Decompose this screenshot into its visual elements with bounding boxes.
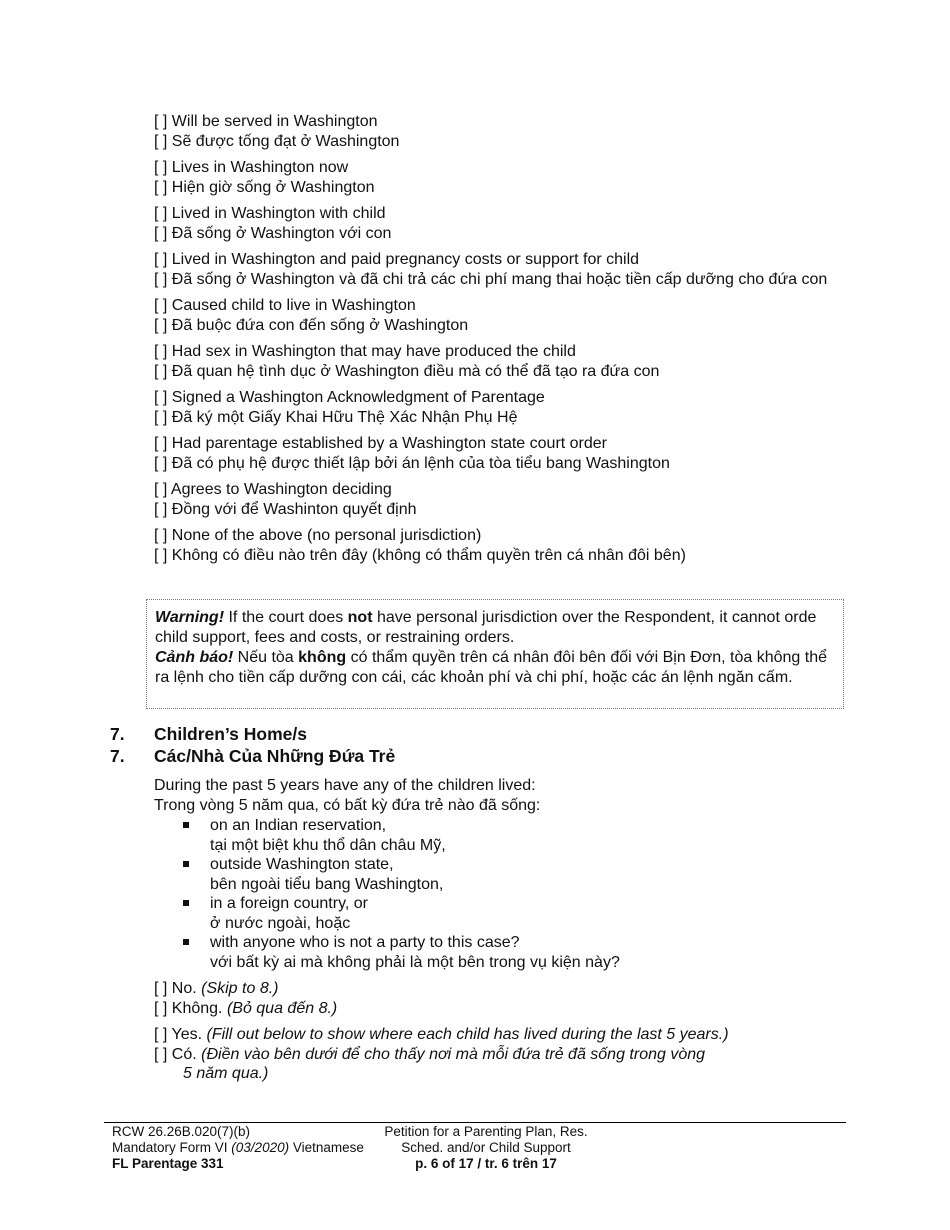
check-label-vi: [ ] Đã có phụ hệ được thiết lập bởi án lệnh của tòa tiểu bang Washington (154, 454, 670, 472)
check-label-en: [ ] Had parentage established by a Washington state court order (154, 435, 608, 452)
check-label-en: [ ] None of the above (no personal jurisdiction) (154, 527, 482, 544)
list-item: with anyone who is not a party to this case? với bất kỳ ai mà không phải là một bên trong vụ kiện này? (180, 933, 620, 972)
check-label-vi: [ ] Hiện giờ sống ở Washington (154, 178, 375, 196)
check-item-agrees[interactable] (154, 480, 854, 519)
section-title-en: 7. Children’s Home/s (110, 724, 307, 744)
jurisdiction-checklist (154, 112, 854, 572)
check-label-vi: [ ] Đã ký một Giấy Khai Hữu Thệ Xác Nhận Phụ Hệ (154, 408, 518, 426)
answer-no[interactable]: [ ] No. (Skip to 8.) [ ] Không. (Bỏ qua đến 8.) (154, 980, 338, 1017)
list-item: outside Washington state, bên ngoài tiểu bang Washington, (180, 855, 620, 894)
section-title-vi: 7. Các/Nhà Của Những Đứa Trẻ (110, 746, 396, 766)
check-item-lives-now[interactable] (154, 158, 854, 197)
check-label-vi: [ ] Sẽ được tống đạt ở Washington (154, 132, 400, 150)
check-item-none[interactable] (154, 526, 854, 565)
answer-yes[interactable]: [ ] Yes. (Fill out below to show where each child has lived during the last 5 years.) [ ] Có. (Điền vào bên dưới để cho thấy nơi mà mỗi đứa trẻ đã sống trong vòng 5 năm qua.) (154, 1026, 729, 1082)
check-label-vi: [ ] Đã quan hệ tình dục ở Washington điều mà có thể đã tạo ra đứa con (154, 362, 660, 380)
bullet-icon (183, 861, 189, 867)
check-label-en: [ ] Signed a Washington Acknowledgment of Parentage (154, 389, 545, 406)
page-number: p. 6 of 17 / tr. 6 trên 17 (415, 1156, 557, 1171)
check-item-served[interactable] (154, 112, 854, 151)
warning-label-vi: Cảnh báo! (155, 649, 234, 666)
warning-vi: Cảnh báo! Nếu tòa không có thẩm quyền trên cá nhân đôi bên đối với Bịn Đơn, tòa không thể ra lệnh cho tiền cấp dưỡng con cái, các khoản phí và chi phí, hoặc các án lệnh ngăn cấm. (155, 649, 827, 686)
section-intro: During the past 5 years have any of the children lived: Trong vòng 5 năm qua, có bất kỳ đứa trẻ nào đã sống: (154, 777, 541, 814)
check-item-acknowledgment[interactable] (154, 388, 854, 427)
check-label-en: [ ] Lived in Washington and paid pregnancy costs or support for child (154, 251, 640, 268)
check-label-en: [ ] Lives in Washington now (154, 159, 349, 176)
check-item-court-order[interactable] (154, 434, 854, 473)
check-label-en: [ ] Had sex in Washington that may have produced the child (154, 343, 576, 360)
footer-divider (104, 1122, 846, 1123)
footer-form-info: RCW 26.26B.020(7)(b) Mandatory Form VI (03/2020) Vietnamese FL Parentage 331 (112, 1124, 364, 1171)
bullet-icon (183, 900, 189, 906)
check-label-en: [ ] Lived in Washington with child (154, 205, 386, 222)
check-label-en: [ ] Agrees to Washington deciding (154, 481, 392, 498)
warning-en: Warning! If the court does not have personal jurisdiction over the Respondent, it cannot orde (155, 609, 817, 626)
check-item-lived-with-child[interactable] (154, 204, 854, 243)
residence-bullets (180, 816, 620, 972)
check-label-vi: [ ] Đã sống ở Washington và đã chi trả các chi phí mang thai hoặc tiền cấp dưỡng cho đứa con (154, 270, 828, 288)
bullet-icon (183, 822, 189, 828)
check-label-vi: [ ] Đã sống ở Washington với con (154, 224, 392, 242)
bullet-icon (183, 939, 189, 945)
check-item-conception[interactable] (154, 342, 854, 381)
section-number: 7. (110, 724, 125, 744)
check-label-vi: [ ] Đã buộc đứa con đến sống ở Washington (154, 316, 469, 334)
section-number: 7. (110, 746, 125, 766)
list-item: in a foreign country, or ở nước ngoài, hoặc (180, 894, 620, 933)
check-label-vi: [ ] Đồng với để Washinton quyết định (154, 500, 417, 518)
warning-en-cont: child support, fees and costs, or restraining orders. (155, 629, 515, 646)
check-label-vi: [ ] Không có điều nào trên đây (không có thẩm quyền trên cá nhân đôi bên) (154, 546, 686, 564)
check-item-paid-support[interactable] (154, 250, 854, 289)
footer-title: Petition for a Parenting Plan, Res. Sched. and/or Child Support p. 6 of 17 / tr. 6 trên 17 (378, 1124, 594, 1172)
check-label-en: [ ] Will be served in Washington (154, 113, 378, 130)
check-item-caused-child[interactable] (154, 296, 854, 335)
check-label-en: [ ] Caused child to live in Washington (154, 297, 416, 314)
list-item: on an Indian reservation, tại một biệt khu thổ dân châu Mỹ, (180, 816, 620, 855)
warning-label-en: Warning! (155, 609, 225, 626)
warning-box (146, 599, 844, 709)
